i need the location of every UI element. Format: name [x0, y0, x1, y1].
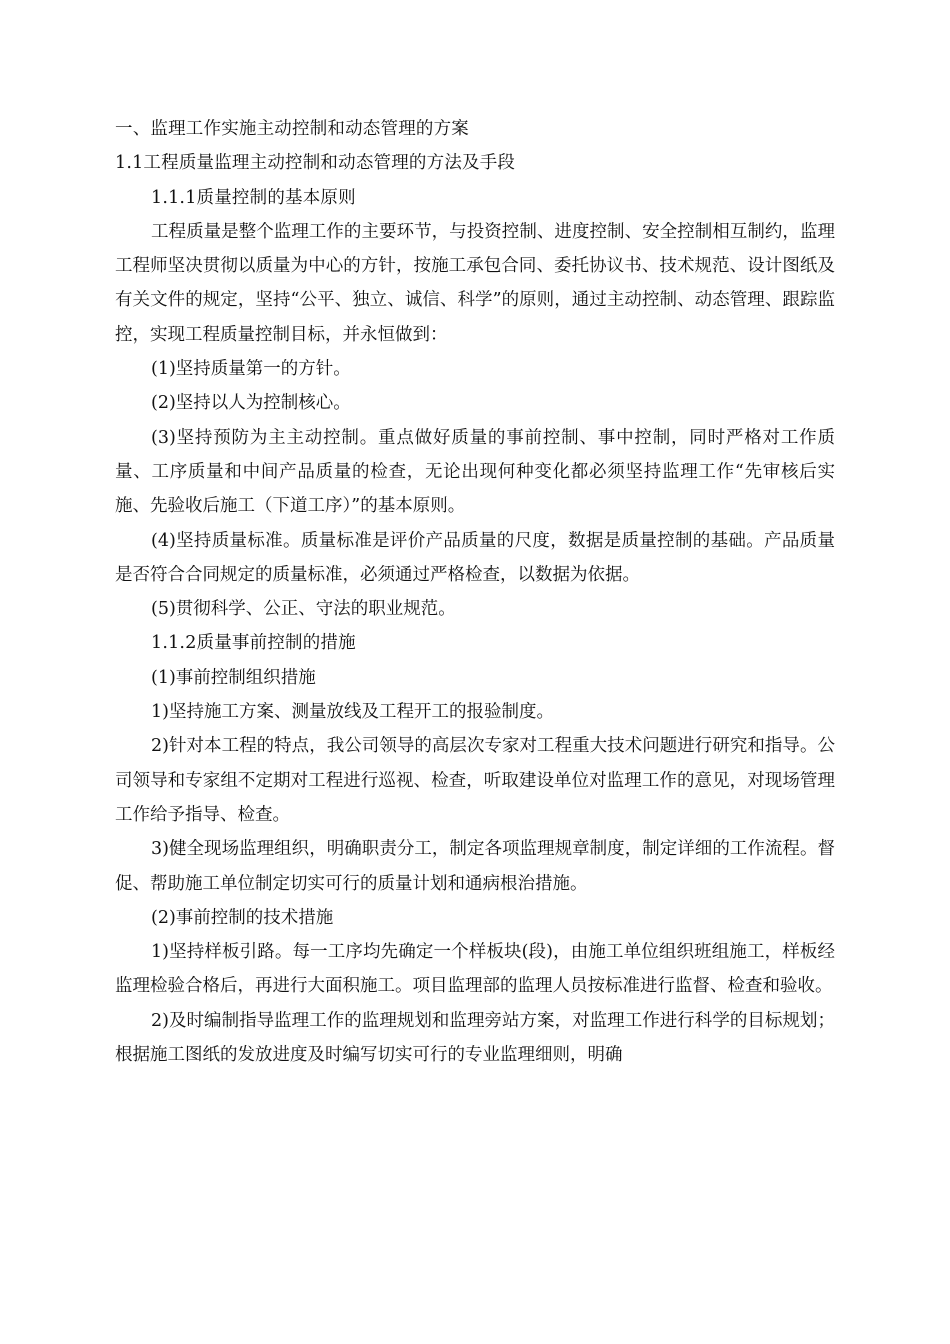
list-item: 2)及时编制指导监理工作的监理规划和监理旁站方案，对监理工作进行科学的目标规划；根据施工图纸的发放进度及时编写切实可行的专业监理细则，明确 [115, 1010, 835, 1066]
list-heading: (1)事前控制组织措施 [151, 667, 316, 688]
document-body [115, 112, 835, 1072]
subsection-heading: 1.1工程质量监理主动控制和动态管理的方法及手段 [115, 153, 516, 174]
list-item: (3)坚持预防为主主动控制。重点做好质量的事前控制、事中控制，同时严格对工作质量、工序质量和中间产品质量的检查，无论出现何种变化都必须坚持监理工作“先审核后实施、先验收后施工（下道工序）”的基本原则。 [115, 427, 835, 517]
body-paragraph: 工程质量是整个监理工作的主要环节，与投资控制、进度控制、安全控制相互制约，监理工程师坚决贯彻以质量为中心的方针，按施工承包合同、委托协议书、技术规范、设计图纸及有关文件的规定，坚持“公平、独立、诚信、科学”的原则，通过主动控制、动态管理、跟踪监控，实现工程质量控制目标，并永恒做到： [115, 221, 835, 345]
list-item: (1)坚持质量第一的方针。 [151, 359, 351, 380]
sub-subsection-heading: 1.1.1质量控制的基本原则 [151, 187, 356, 208]
list-heading: (2)事前控制的技术措施 [151, 907, 334, 928]
list-item: (5)贯彻科学、公正、守法的职业规范。 [151, 599, 456, 620]
list-item: 2)针对本工程的特点，我公司领导的高层次专家对工程重大技术问题进行研究和指导。公司领导和专家组不定期对工程进行巡视、检查，听取建设单位对监理工作的意见，对现场管理工作给予指导、检查。 [115, 736, 835, 825]
list-item: (2)坚持以人为控制核心。 [151, 393, 351, 414]
list-item: 3)健全现场监理组织，明确职责分工，制定各项监理规章制度，制定详细的工作流程。督促、帮助施工单位制定切实可行的质量计划和通病根治措施。 [115, 839, 835, 894]
sub-subsection-heading: 1.1.2质量事前控制的措施 [151, 633, 356, 654]
section-heading: 一、监理工作实施主动控制和动态管理的方案 [115, 119, 469, 139]
list-item: (4)坚持质量标准。质量标准是评价产品质量的尺度，数据是质量控制的基础。产品质量是否符合合同规定的质量标准，必须通过严格检查，以数据为依据。 [115, 530, 835, 585]
list-item: 1)坚持样板引路。每一工序均先确定一个样板块(段)，由施工单位组织班组施工，样板经监理检验合格后，再进行大面积施工。项目监理部的监理人员按标准进行监督、检查和验收。 [115, 942, 835, 997]
list-item: 1)坚持施工方案、测量放线及工程开工的报验制度。 [151, 702, 554, 723]
